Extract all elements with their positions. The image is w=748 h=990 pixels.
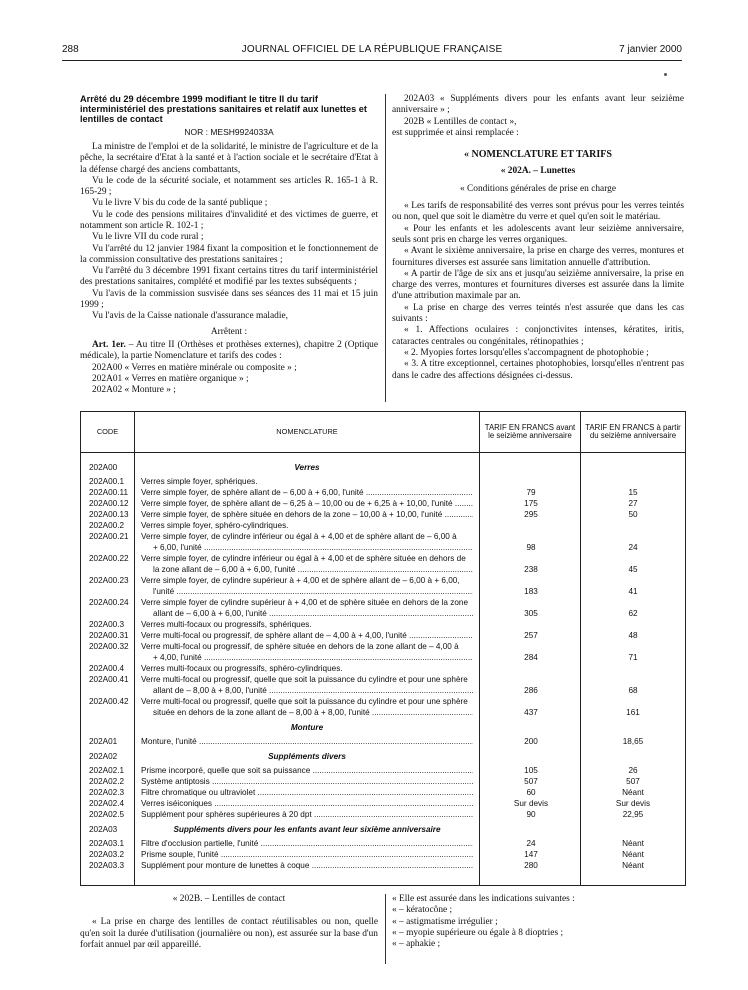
row-tariff-before-16: 90 xyxy=(526,810,536,819)
row-nomenclature: Système antiptosis ..... xyxy=(141,777,473,786)
right-paragraph: « Avant le sixième anniversaire, la prise en charge des verres, montures et fournitures diverses est assurée sans limitation annuelle d'attribution. xyxy=(392,246,684,268)
table-row xyxy=(81,532,685,554)
row-nomenclature: Verre multi-focal ou progressif, quelle que soit la puissance du cylindre et pour une sphère xyxy=(141,697,468,706)
right-paragraph: « 2. Myopies fortes lorsqu'elles s'accompagnent de photophobie ; xyxy=(404,347,649,358)
left-paragraphs xyxy=(80,142,378,323)
row-code: 202A00.11 xyxy=(89,488,129,497)
row-nomenclature: Verre simple foyer, de cylindre supérieur à + 4,00 et de sphère allant de – 6,00 à + 6,00, xyxy=(141,576,460,585)
section-heading: Monture xyxy=(290,723,324,732)
row-code: 202A02 xyxy=(89,752,118,761)
table-row xyxy=(81,697,685,719)
row-code: 202A03.1 xyxy=(89,839,125,848)
row-tariff-before-16: 286 xyxy=(524,686,538,695)
row-nomenclature: Verre multi-focal ou progressif, de sphère située en dehors de la zone allant de – 4,00 à xyxy=(141,642,459,651)
indication-line: « – myopie supérieure ou égale à 8 dioptries ; xyxy=(392,927,564,938)
row-nomenclature: Filtre chromatique ou ultraviolet ..... xyxy=(141,788,473,797)
left-paragraph: Vu l'avis de la Caisse nationale d'assurance maladie, xyxy=(92,311,288,322)
row-nomenclature: Supplément pour monture de lunettes à coque ..... xyxy=(141,861,473,870)
right-column xyxy=(392,94,684,382)
indication-line: « – aphakie ; xyxy=(392,939,441,950)
row-tariff-before-16: 280 xyxy=(524,861,538,870)
indication-line: « – astigmatisme irrégulier ; xyxy=(392,916,498,927)
row-nomenclature-cont: + 6,00, l'unité ..... xyxy=(153,543,473,552)
table-row xyxy=(81,631,685,642)
row-code: 202A00.1 xyxy=(89,477,125,486)
row-tariff-after-16: Sur devis xyxy=(615,799,651,808)
lentilles-title: « 202B. – Lentilles de contact xyxy=(172,894,286,904)
left-code-list xyxy=(80,363,378,397)
row-tariff-before-16: 238 xyxy=(524,565,538,574)
row-tariff-after-16: 22,95 xyxy=(622,810,644,819)
row-tariff-after-16: 71 xyxy=(628,653,638,662)
row-tariff-before-16: 98 xyxy=(526,543,536,552)
row-code: 202A02.5 xyxy=(89,810,125,819)
table-row xyxy=(81,752,685,763)
left-paragraph: La ministre de l'emploi et de la solidarité, le ministre de l'agriculture et de la pêche, la secrétaire d'Etat à la santé et à l'action sociale et le secrétaire d'Etat à la défense chargé des anciens combattants, xyxy=(80,141,378,175)
row-nomenclature: Verres iséiconiques ..... xyxy=(141,799,473,808)
row-code: 202A03.2 xyxy=(89,850,125,859)
row-tariff-before-16: 60 xyxy=(526,788,536,797)
conditions-title: « Conditions générales de prise en charge xyxy=(459,183,617,194)
table-row xyxy=(81,598,685,620)
header-rule xyxy=(62,60,682,61)
row-tariff-after-16: 45 xyxy=(628,565,638,574)
row-code: 202A00.2 xyxy=(89,521,125,530)
row-code: 202A00.4 xyxy=(89,664,125,673)
table-row xyxy=(81,664,685,675)
row-code: 202A00.23 xyxy=(89,576,129,585)
row-code: 202A02.4 xyxy=(89,799,125,808)
table-row xyxy=(81,839,685,850)
row-tariff-after-16: 15 xyxy=(628,488,638,497)
page-number: 288 xyxy=(62,44,79,55)
row-tariff-after-16: Néant xyxy=(622,839,644,848)
row-code: 202A00 xyxy=(89,463,118,472)
table-row xyxy=(81,723,685,734)
table-row xyxy=(81,777,685,788)
row-nomenclature-cont: allant de – 6,00 à + 6,00, l'unité ..... xyxy=(153,609,473,618)
right-paragraph: « Pour les enfants et les adolescents avant leur seizième anniversaire, seuls sont pris en charge les verres organiques. xyxy=(392,223,684,245)
left-paragraph: Vu l'avis de la commission susvisée dans ses séances des 11 mai et 15 juin 1999 ; xyxy=(80,288,378,311)
article-1-label: Art. 1er. xyxy=(92,339,126,350)
row-nomenclature: Verres multi-focaux ou progressifs, sphériques. xyxy=(141,620,312,629)
row-tariff-before-16: 257 xyxy=(524,631,538,640)
row-tariff-after-16: 18,65 xyxy=(622,737,644,746)
row-nomenclature: Supplément pour sphères supérieures à 20 dpt ..... xyxy=(141,810,473,819)
row-tariff-before-16: Sur devis xyxy=(513,799,549,808)
table-row xyxy=(81,766,685,777)
decree-title: Arrêté du 29 décembre 1999 modifiant le titre II du tarif interministériel des prestations sanitaires et relatif aux lunettes et lentilles de contact xyxy=(80,94,367,125)
header-nomenclature: NOMENCLATURE xyxy=(276,427,338,436)
table-row xyxy=(81,850,685,861)
row-tariff-before-16: 183 xyxy=(524,587,538,596)
row-nomenclature: Verre multi-focal ou progressif, quelle que soit la puissance du cylindre et pour une sphère xyxy=(141,675,468,684)
row-tariff-before-16: 147 xyxy=(524,850,538,859)
row-code: 202A00.42 xyxy=(89,697,129,706)
row-tariff-before-16: 284 xyxy=(524,653,538,662)
row-tariff-after-16: Néant xyxy=(622,850,644,859)
row-code: 202A00.24 xyxy=(89,598,129,607)
table-row xyxy=(81,825,685,836)
indication-line: « – kératocône ; xyxy=(392,905,453,916)
right-paragraph: « La prise en charge des verres teintés n'est assurée que dans les cas suivants : xyxy=(392,302,684,325)
table-row xyxy=(81,788,685,799)
row-code: 202A00.22 xyxy=(89,554,129,563)
row-nomenclature: Verre multi-focal ou progressif, de sphère allant de – 4,00 à + 4,00, l'unité ..... xyxy=(141,631,473,640)
left-paragraph: Vu l'arrêté du 12 janvier 1984 fixant la composition et le fonctionnement de la commission consultative des prestations sanitaires ; xyxy=(80,243,378,265)
row-code: 202A03 xyxy=(89,825,118,834)
column-divider xyxy=(385,94,386,402)
right-top-lines xyxy=(392,94,684,139)
row-tariff-after-16: 24 xyxy=(628,543,638,552)
indication-line: « Elle est assurée dans les indications suivantes : xyxy=(392,894,575,904)
row-code: 202A00.41 xyxy=(89,675,129,684)
table-row xyxy=(81,521,685,532)
row-tariff-after-16: 507 xyxy=(626,777,640,786)
row-code: 202A03.3 xyxy=(89,861,125,870)
row-nomenclature-cont: la zone allant de – 6,00 à + 6,00, l'unité ..... xyxy=(153,565,473,574)
row-nomenclature: Prisme souple, l'unité ..... xyxy=(141,850,473,859)
row-tariff-after-16: 27 xyxy=(628,499,638,508)
row-tariff-before-16: 305 xyxy=(524,609,538,618)
row-tariff-before-16: 79 xyxy=(526,488,536,497)
row-tariff-before-16: 24 xyxy=(526,839,536,848)
section-heading: Verres xyxy=(294,463,320,472)
row-tariff-after-16: 62 xyxy=(628,609,638,618)
row-nomenclature: Prisme incorporé, quelle que soit sa puissance ..... xyxy=(141,766,473,775)
row-tariff-after-16: Néant xyxy=(622,861,644,870)
left-code-item: 202A00 « Verres en matière minérale ou composite » ; xyxy=(92,362,297,373)
row-nomenclature: Verres simple foyer, sphéro-cylindriques. xyxy=(141,521,289,530)
bottom-left-column xyxy=(80,894,378,951)
row-tariff-after-16: 68 xyxy=(628,686,638,695)
lentilles-paragraph: « La prise en charge des lentilles de contact réutilisables ou non, quelle qu'en soit la durée d'utilisation (journalière ou non), est assurée sur la base d'un forfait annuel par œil appareillé. xyxy=(80,917,378,950)
row-code: 202A02.3 xyxy=(89,788,125,797)
row-tariff-before-16: 175 xyxy=(524,499,538,508)
table-row xyxy=(81,620,685,631)
nomenclature-title: « NOMENCLATURE ET TARIFS xyxy=(464,149,612,161)
page-header xyxy=(62,44,682,58)
left-paragraph: Vu le livre VII du code rural ; xyxy=(92,232,204,243)
row-code: 202A00.21 xyxy=(89,532,129,541)
row-tariff-after-16: 161 xyxy=(626,708,640,717)
row-nomenclature-cont: située en dehors de la zone allant de – 8,00 à + 8,00, l'unité ..... xyxy=(153,708,473,717)
header-tariff-after-16: TARIF EN FRANCS à partir du seizième anniversaire xyxy=(585,423,681,440)
left-paragraph: Vu le code de la sécurité sociale, et notamment ses articles R. 165-1 à R. 165-29 ; xyxy=(80,175,378,198)
row-nomenclature-cont: l'unité ..... xyxy=(153,587,473,596)
section-heading: Suppléments divers xyxy=(268,752,346,761)
row-nomenclature: Verre simple foyer, de cylindre inférieur ou égal à + 4,00 et de sphère située en dehors de xyxy=(141,554,466,563)
row-nomenclature: Verres multi-focaux ou progressifs, sphéro-cylindriques. xyxy=(141,664,343,673)
table-row xyxy=(81,799,685,810)
journal-title: JOURNAL OFFICIEL DE LA RÉPUBLIQUE FRANÇAISE xyxy=(241,44,503,55)
row-code: 202A00.32 xyxy=(89,642,129,651)
row-tariff-before-16: 200 xyxy=(524,737,538,746)
row-code: 202A00.13 xyxy=(89,510,129,519)
table-row xyxy=(81,737,685,748)
row-nomenclature: Verre simple foyer, de cylindre inférieur ou égal à + 4,00 et de sphère allant de – 6,00 à xyxy=(141,532,457,541)
table-row xyxy=(81,488,685,499)
left-code-item: 202A01 « Verres en matière organique » ; xyxy=(92,373,249,384)
row-tariff-before-16: 507 xyxy=(524,777,538,786)
table-row xyxy=(81,576,685,598)
table-row xyxy=(81,675,685,697)
table-row xyxy=(81,510,685,521)
issue-date: 7 janvier 2000 xyxy=(619,44,682,55)
row-code: 202A00.3 xyxy=(89,620,125,629)
row-code: 202A02.2 xyxy=(89,777,125,786)
row-code: 202A00.31 xyxy=(89,631,129,640)
right-top-line: est supprimée et ainsi remplacée : xyxy=(392,127,519,138)
tariff-table xyxy=(80,411,686,886)
right-paragraphs xyxy=(392,201,684,382)
row-tariff-before-16: 105 xyxy=(524,766,538,775)
row-code: 202A02.1 xyxy=(89,766,125,775)
left-paragraph: Vu le code des pensions militaires d'invalidité et des victimes de guerre, et notamment son article R. 102-1 ; xyxy=(80,209,378,231)
header-tariff-before-16: TARIF EN FRANCS avant le seizième anniversaire xyxy=(484,423,576,440)
table-row xyxy=(81,810,685,821)
row-tariff-after-16: 50 xyxy=(628,510,638,519)
row-code: 202A00.12 xyxy=(89,499,129,508)
left-paragraph: Vu l'arrêté du 3 décembre 1991 fixant certains titres du tarif interministériel des prestations sanitaires, complété et modifié par les textes subséquents ; xyxy=(80,266,378,288)
left-paragraph: Vu le livre V bis du code de la santé publique ; xyxy=(92,198,268,209)
row-nomenclature: Verres simple foyer, sphériques. xyxy=(141,477,258,486)
right-top-line: 202A03 « Suppléments divers pour les enfants avant leur seizième anniversaire » ; xyxy=(392,94,684,116)
table-row xyxy=(81,499,685,510)
right-paragraph: « Les tarifs de responsabilité des verres sont prévus pour les verres teintés ou non, quel que soit le diamètre du verre et quel qu'en soit le matériau. xyxy=(392,201,684,223)
table-row xyxy=(81,554,685,576)
section-heading: Suppléments divers pour les enfants avant leur sixième anniversaire xyxy=(173,825,441,834)
nor-reference: NOR : MESH9924033A xyxy=(184,126,274,137)
row-nomenclature-cont: allant de – 8,00 à + 8,00, l'unité ..... xyxy=(153,686,473,695)
row-tariff-after-16: Néant xyxy=(622,788,644,797)
row-tariff-after-16: 26 xyxy=(628,766,638,775)
lunettes-title: « 202A. – Lunettes xyxy=(500,166,576,177)
row-tariff-before-16: 295 xyxy=(524,510,538,519)
scan-mark xyxy=(664,73,667,76)
row-tariff-after-16: 41 xyxy=(628,587,638,596)
left-column xyxy=(80,94,378,396)
row-nomenclature: Filtre d'occlusion partielle, l'unité ..... xyxy=(141,839,473,848)
row-code: 202A01 xyxy=(89,737,118,746)
row-nomenclature: Verre simple foyer de cylindre supérieur à + 4,00 et de sphère située en dehors de la zone xyxy=(141,598,469,607)
right-paragraph: « A partir de l'âge de six ans et jusqu'au seizième anniversaire, la prise en charge des verres, montures et fournitures diverses est assurée dans la limite d'une attribution maximale par an. xyxy=(392,268,684,302)
bottom-right-column xyxy=(392,894,684,950)
row-nomenclature: Verre simple foyer, de sphère située en dehors de la zone – 10,00 à + 10,00, l'unité ..... xyxy=(141,510,473,519)
row-nomenclature: Monture, l'unité ..... xyxy=(141,737,473,746)
table-row xyxy=(81,477,685,488)
right-paragraph: « 3. A titre exceptionnel, certaines photophobies, lorsqu'elles n'entrent pas dans le cadre des affections désignées ci-dessus. xyxy=(392,359,684,381)
right-top-line: 202B « Lentilles de contact », xyxy=(404,116,517,127)
table-row xyxy=(81,463,685,474)
right-paragraph: « 1. Affections oculaires : conjonctivites intenses, kératites, iritis, cataractes centrales ou congénitales, rétinopathies ; xyxy=(392,325,684,347)
header-code: CODE xyxy=(96,427,119,436)
left-code-item: 202A02 « Monture » ; xyxy=(92,385,176,396)
row-nomenclature-cont: + 4,00, l'unité ..... xyxy=(153,653,473,662)
arretent: Arrêtent : xyxy=(210,326,248,337)
article-1 xyxy=(80,340,378,363)
row-tariff-after-16: 48 xyxy=(628,631,638,640)
article-1-text: – Au titre II (Orthèses et prothèses externes), chapitre 2 (Optique médicale), la partie Nomenclature et tarifs des codes : xyxy=(80,339,379,362)
bottom-column-divider xyxy=(385,894,386,964)
row-nomenclature: Verre simple foyer, de sphère allant de – 6,25 à – 10,00 ou de + 6,25 à + 10,00, l'unité ..... xyxy=(141,499,473,508)
table-row xyxy=(81,861,685,872)
row-nomenclature: Verre simple foyer, de sphère allant de – 6,00 à + 6,00, l'unité ..... xyxy=(141,488,473,497)
table-row xyxy=(81,642,685,664)
row-tariff-before-16: 437 xyxy=(524,708,538,717)
